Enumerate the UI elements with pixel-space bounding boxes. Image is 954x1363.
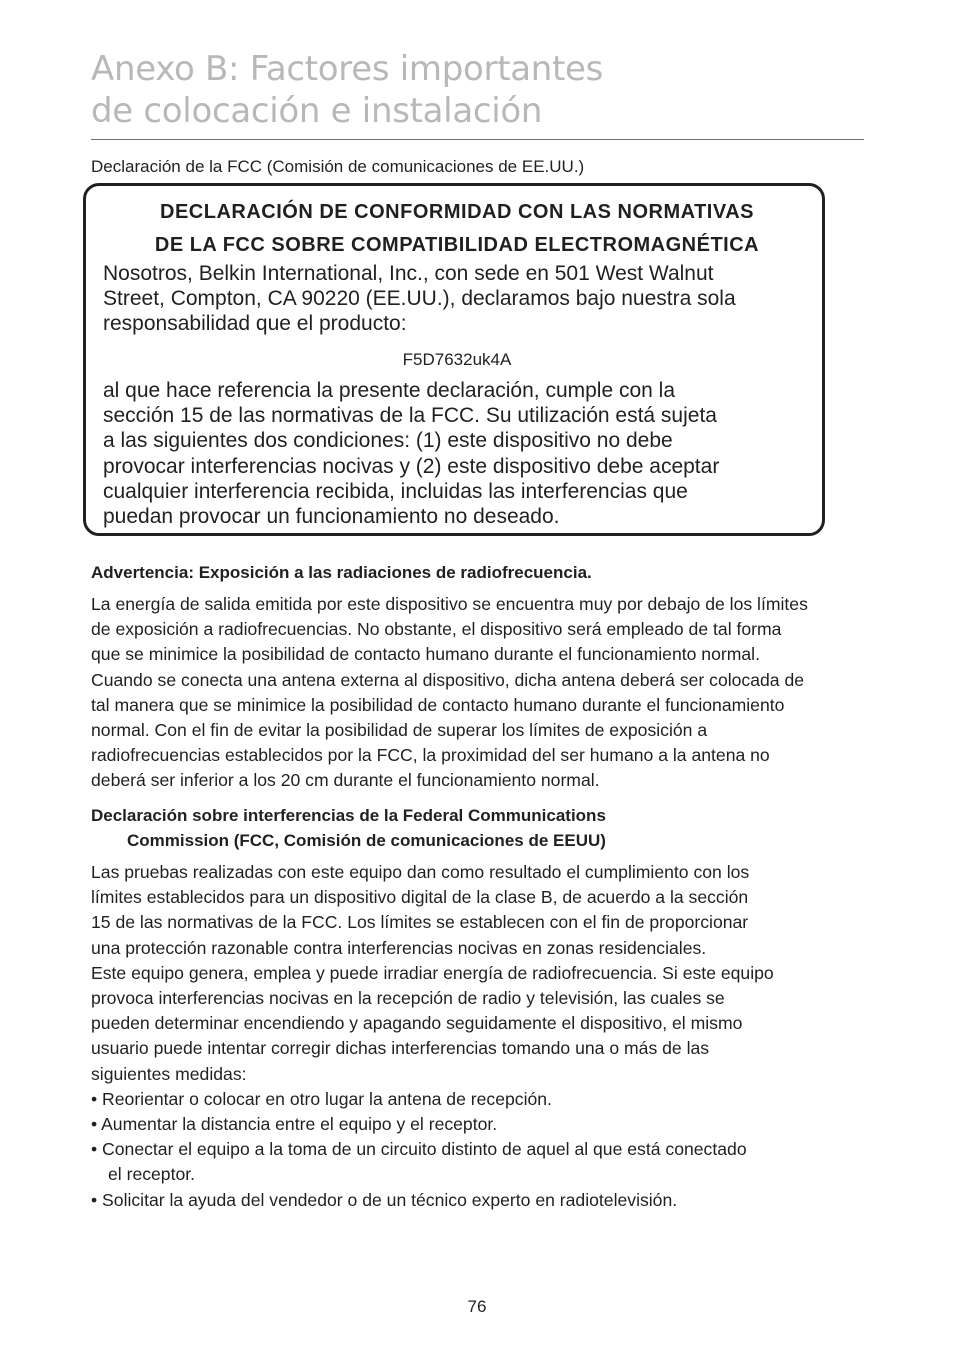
interference-heading-line: Commission (FCC, Comisión de comunicaciones de EEUU) <box>127 831 606 850</box>
page-title-line: Anexo B: Factores importantes <box>91 49 604 89</box>
interference-line: provoca interferencias nocivas en la recepción de radio y televisión, las cuales se <box>91 988 725 1009</box>
declaration-heading <box>83 196 831 262</box>
interference-line: límites establecidos para un dispositivo digital de la clase B, de acuerdo a la sección <box>91 887 749 908</box>
declaration-statement-line: cualquier interferencia recibida, incluidas las interferencias que <box>103 479 688 503</box>
page-number: 76 <box>467 1297 487 1316</box>
declaration-statement-line: al que hace referencia la presente declaración, cumple con la <box>103 379 676 402</box>
page-title <box>91 48 603 132</box>
declaration-intro-line: responsabilidad que el producto: <box>103 312 407 336</box>
warning-paragraph <box>91 592 808 794</box>
warning-line: deberá ser inferior a los 20 cm durante el funcionamiento normal. <box>91 770 600 791</box>
interference-line: Este equipo genera, emplea y puede irradiar energía de radiofrecuencia. Si este equipo <box>91 962 774 983</box>
declaration-intro <box>103 261 736 337</box>
warning-line: normal. Con el fin de evitar la posibilidad de superar los límites de exposición a <box>91 720 708 741</box>
interference-heading-line: Declaración sobre interferencias de la Federal Communications <box>91 806 606 825</box>
product-code: F5D7632uk4A <box>402 350 512 369</box>
bullet-item: • Reorientar o colocar en otro lugar la antena de recepción. <box>91 1088 552 1109</box>
declaration-intro-line: Street, Compton, CA 90220 (EE.UU.), declaramos bajo nuestra sola <box>103 287 736 311</box>
bullet-item: • Conectar el equipo a la toma de un circuito distinto de aquel al que está conectado <box>91 1139 747 1160</box>
declaration-intro-line: Nosotros, Belkin International, Inc., con sede en 501 West Walnut <box>103 262 714 285</box>
declaration-heading-line: DE LA FCC SOBRE COMPATIBILIDAD ELECTROMAGNÉTICA <box>154 234 760 256</box>
section-caption: Declaración de la FCC (Comisión de comunicaciones de EE.UU.) <box>91 157 585 176</box>
interference-paragraph <box>91 860 774 1213</box>
declaration-statement-line: provocar interferencias nocivas y (2) este dispositivo debe aceptar <box>103 454 720 478</box>
declaration-statement-line: sección 15 de las normativas de la FCC. Su utilización está sujeta <box>103 404 717 428</box>
warning-heading-line: Advertencia: Exposición a las radiaciones de radiofrecuencia. <box>91 563 592 582</box>
page-title-line: de colocación e instalación <box>91 91 543 131</box>
interference-line: siguientes medidas: <box>91 1063 247 1084</box>
declaration-statement-line: a las siguientes dos condiciones: (1) este dispositivo no debe <box>103 429 673 453</box>
declaration-statement <box>103 378 719 529</box>
warning-line: Cuando se conecta una antena externa al dispositivo, dicha antena deberá ser colocada de <box>91 669 805 690</box>
bullet-item: • Solicitar la ayuda del vendedor o de un técnico experto en radiotelevisión. <box>91 1189 678 1210</box>
interference-line: una protección razonable contra interferencias nocivas en zonas residenciales. <box>91 937 707 958</box>
bullet-item: • Aumentar la distancia entre el equipo y el receptor. <box>91 1114 498 1135</box>
warning-line: radiofrecuencias establecidos por la FCC, la proximidad del ser humano a la antena no <box>91 745 770 766</box>
declaration-heading-line: DECLARACIÓN DE CONFORMIDAD CON LAS NORMATIVAS <box>160 201 754 223</box>
title-divider <box>91 139 864 140</box>
warning-line: de exposición a radiofrecuencias. No obstante, el dispositivo será empleado de tal forma <box>91 619 782 640</box>
interference-heading <box>91 803 606 853</box>
warning-line: que se minimice la posibilidad de contacto humano durante el funcionamiento normal. <box>91 644 760 665</box>
declaration-statement-line: puedan provocar un funcionamiento no deseado. <box>103 505 560 529</box>
warning-line: tal manera que se minimice la posibilidad de contacto humano durante el funcionamiento <box>91 694 785 715</box>
warning-heading <box>91 560 592 585</box>
interference-line: usuario puede intentar corregir dichas interferencias tomando una o más de las <box>91 1038 710 1059</box>
interference-line: pueden determinar encendiendo y apagando seguidamente el dispositivo, el mismo <box>91 1013 743 1034</box>
bullet-item-continuation: el receptor. <box>108 1164 196 1185</box>
interference-line: 15 de las normativas de la FCC. Los límites se establecen con el fin de proporcionar <box>91 912 749 933</box>
interference-line: Las pruebas realizadas con este equipo dan como resultado el cumplimiento con los <box>91 862 750 882</box>
warning-line: La energía de salida emitida por este dispositivo se encuentra muy por debajo de los límites <box>91 594 808 614</box>
